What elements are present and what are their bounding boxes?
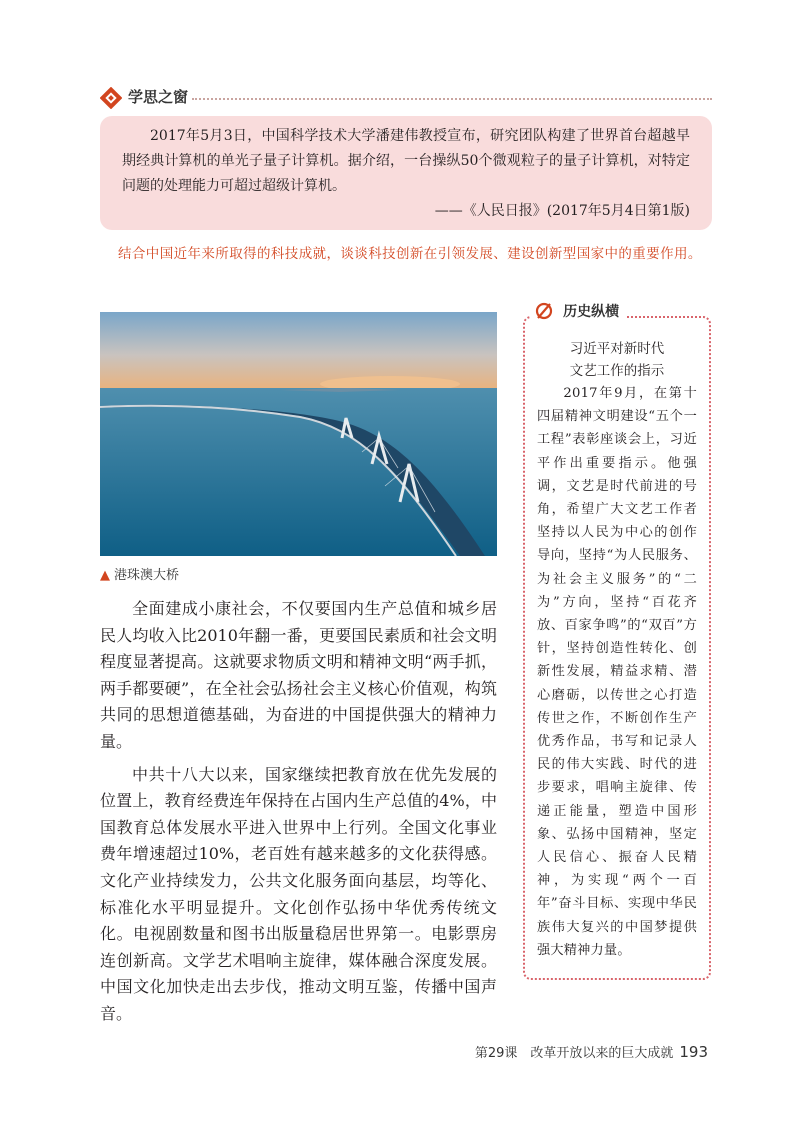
caption-triangle-icon: ▲ bbox=[100, 568, 110, 583]
body-paragraph-1: 全面建成小康社会，不仅要国内生产总值和城乡居民人均收入比2010年翻一番，更要国民素质和社会文明程度显著提高。这就要求物质文明和精神文明“两手抓，两手都要硬”，在全社会弘扬社会主义核心价值观，构筑共同的思想道德基础，为奋进的中国提供强大的精神力量。 bbox=[100, 599, 497, 751]
page-number: 193 bbox=[679, 1043, 708, 1061]
sidebar-title: 历史纵横 bbox=[563, 303, 620, 320]
photo-caption bbox=[100, 564, 179, 583]
sidebar-header bbox=[530, 300, 627, 328]
lesson-title: 第29课 改革开放以来的巨大成就 bbox=[474, 1046, 674, 1061]
quote-box bbox=[100, 116, 712, 230]
discussion-question: 结合中国近年来所取得的科技成就，谈谈科技创新在引领发展、建设创新型国家中的重要作用。 bbox=[118, 246, 702, 262]
history-sidebar bbox=[523, 316, 711, 980]
body-paragraph-2: 中共十八大以来，国家继续把教育放在优先发展的位置上，教育经费连年保持在占国内生产总值的4%，中国教育总体发展水平进入世界中上行列。全国文化事业费年增速超过10%，老百姓有越来越多的文化获得感。文化产业持续发力，公共文化服务面向基层，均等化、标准化水平明显提升。文化创作弘扬中华优秀传统文化。电视剧数量和图书出版量稳居世界第一。电影票房连创新高。文学艺术唱响主旋律，媒体融合深度发展。中国文化加快走出去步伐，推动文明互鉴，传播中国声音。 bbox=[100, 764, 497, 1023]
section-divider bbox=[192, 98, 712, 100]
bridge-illustration bbox=[100, 312, 497, 556]
sidebar-subtitle-1: 习近平对新时代 bbox=[569, 341, 665, 357]
sidebar-subtitle-2: 文艺工作的指示 bbox=[569, 363, 665, 379]
sidebar-text: 2017年9月，在第十四届精神文明建设“五个一工程”表彰座谈会上，习近平作出重要指示。他强调，文艺是时代前进的号角，希望广大文艺工作者坚持以人民为中心的创作导向，坚持“为人民服务、为社会主义服务”的“二为”方向，坚持“百花齐放、百家争鸣”的“双百”方针，坚持创造性转化、创新性发展，精益求精、潜心磨砺，以传世之心打造传世之作，不断创作生产优秀作品，书写和记录人民的伟大实践、时代的进步要求，唱响主旋律、传递正能量，塑造中国形象、弘扬中国精神，坚定人民信心、振奋人民精神，为实现“两个一百年”奋斗目标、实现中华民族伟大复兴的中国梦提供强大精神力量。 bbox=[537, 386, 697, 958]
page-footer bbox=[475, 1042, 708, 1061]
main-body bbox=[100, 596, 497, 1028]
section-title: 学思之窗 bbox=[128, 88, 189, 106]
quote-text: 2017年5月3日，中国科学技术大学潘建伟教授宣布，研究团队构建了世界首台超越早期经典计算机的单光子量子计算机。据介绍，一台操纵50个微观粒子的量子计算机，对特定问题的处理能力可超过超级计算机。 bbox=[122, 128, 690, 194]
diamond-window-icon bbox=[100, 87, 122, 109]
caption-text: 港珠澳大桥 bbox=[114, 568, 180, 583]
history-swirl-icon bbox=[534, 301, 554, 321]
section-header bbox=[100, 84, 712, 114]
quote-source: ——《人民日报》(2017年5月4日第1版) bbox=[434, 203, 690, 219]
bridge-photo bbox=[100, 312, 497, 556]
